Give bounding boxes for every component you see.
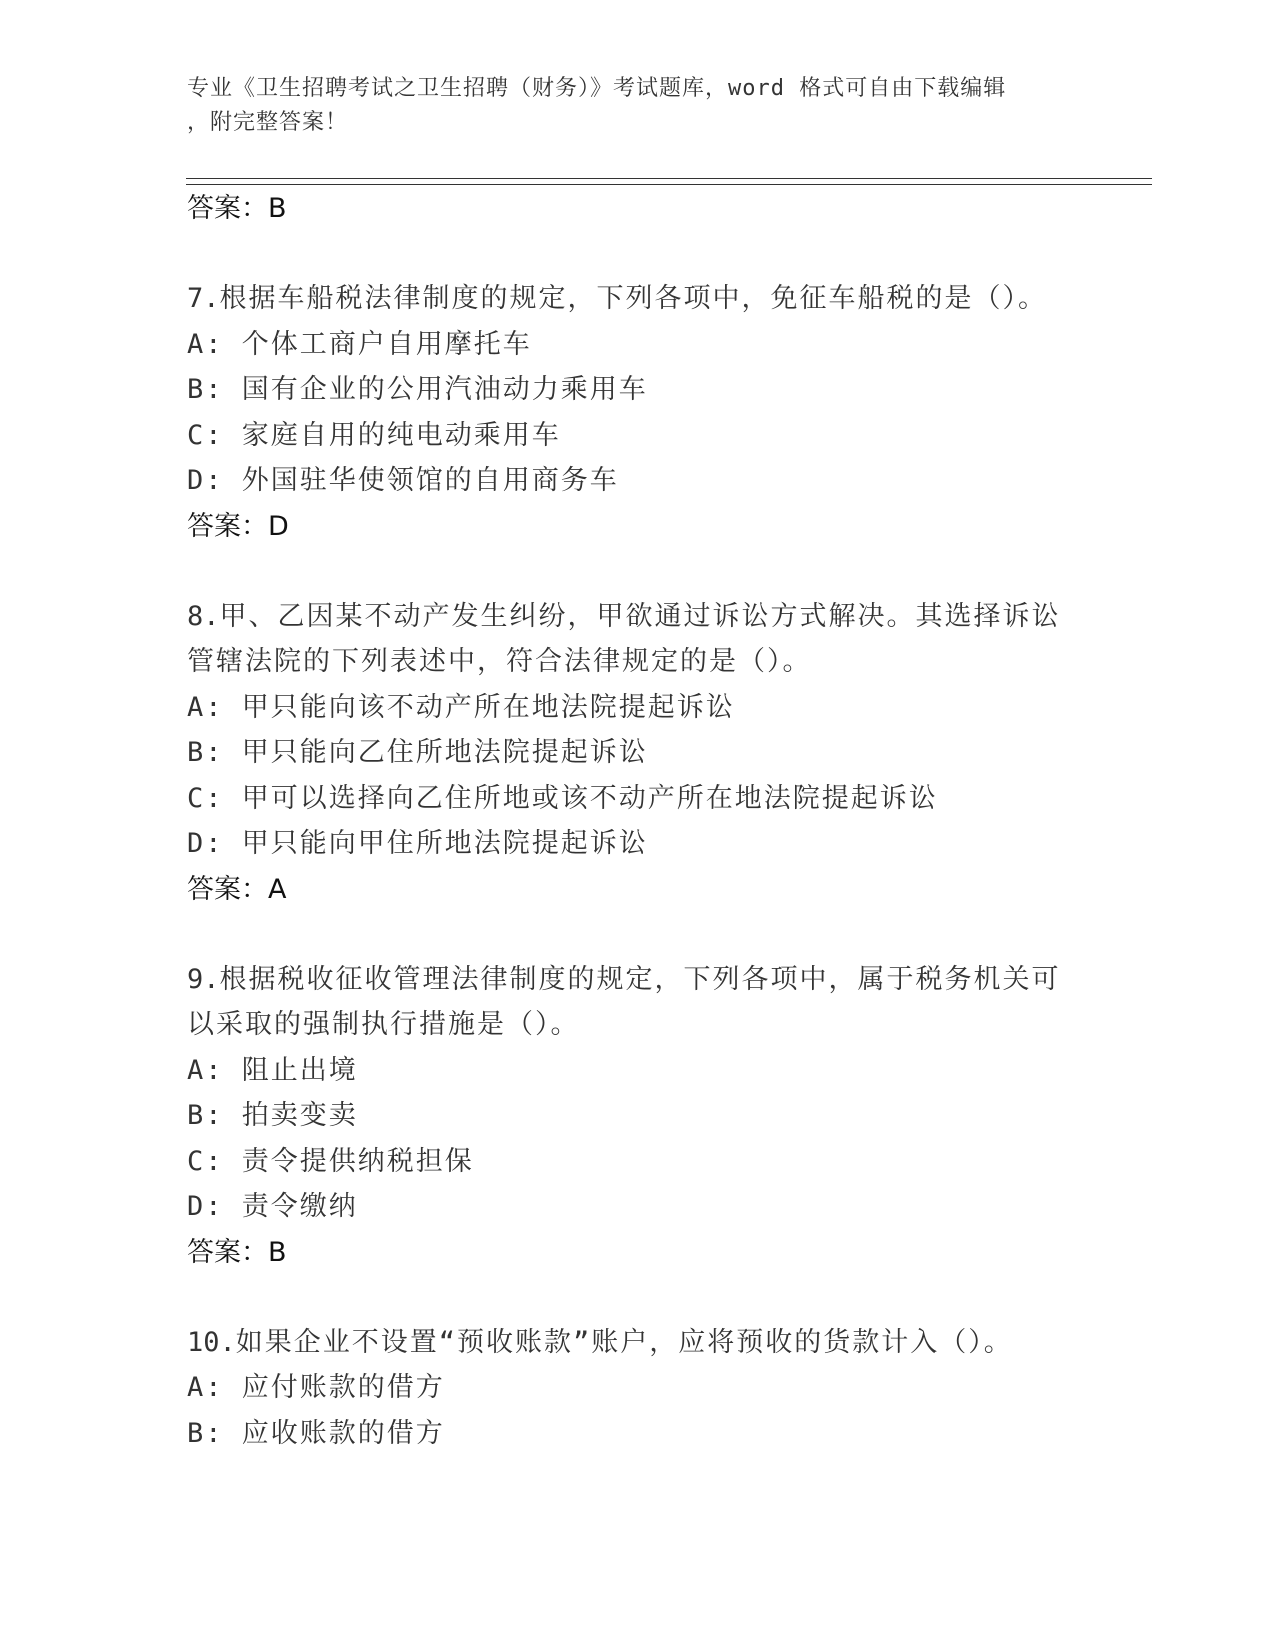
question-line: 根据车船税法律制度的规定，下列各项中，免征车船税的是（）。 [219,283,1048,314]
question-number: 7. [187,283,220,314]
answer-option: D: 责令缴纳 [187,1191,358,1222]
answer-option: A: 应付账款的借方 [187,1372,445,1403]
question-block [187,594,1087,913]
header-line-2: ，附完整答案！ [187,110,349,135]
answer-option: A: 甲只能向该不动产所在地法院提起诉讼 [187,691,735,723]
question-line: 以采取的强制执行措施是（）。 [187,1009,580,1040]
answer-option: B: 应收账款的借方 [187,1417,445,1449]
question-text [187,276,1087,322]
question-text [187,957,1087,1003]
answer-option: D: 外国驻华使领馆的自用商务车 [187,465,619,496]
answer-option: A: 个体工商户自用摩托车 [187,328,532,360]
question-number: 8. [187,600,220,632]
question-list [187,186,1087,1456]
answer-option: C: 家庭自用的纯电动乘用车 [187,419,561,451]
answer-option: D: 甲只能向甲住所地法院提起诉讼 [187,828,648,859]
question-text [187,594,1087,640]
answer-option: B: 甲只能向乙住所地法院提起诉讼 [187,737,648,768]
question-text [187,1002,1087,1048]
document-header [187,72,1087,140]
question-text [187,1320,1087,1366]
question-block [187,276,1087,550]
header-line-1: 专业《卫生招聘考试之卫生招聘（财务）》考试题库，word 格式可自由下载编辑 [187,76,1007,101]
previous-answer: 答案：B [187,193,287,224]
answer-option: B: 拍卖变卖 [187,1100,358,1131]
question-line: 根据税收征收管理法律制度的规定，下列各项中，属于税务机关可 [219,963,1061,995]
question-number: 10. [187,1326,236,1358]
answer-option: C: 甲可以选择向乙住所地或该不动产所在地法院提起诉讼 [187,782,938,814]
answer-option: A: 阻止出境 [187,1054,358,1086]
question-block [187,957,1087,1276]
answer-option: C: 责令提供纳税担保 [187,1145,474,1177]
correct-answer: 答案：B [187,1236,287,1268]
header-divider-top [186,178,1152,179]
question-text [187,639,1087,685]
question-line: 甲、乙因某不动产发生纠纷，甲欲通过诉讼方式解决。其选择诉讼 [219,600,1061,632]
question-number: 9. [187,963,220,995]
question-block [187,1320,1087,1457]
answer-option: B: 国有企业的公用汽油动力乘用车 [187,374,648,405]
correct-answer: 答案：D [187,510,289,542]
correct-answer: 答案：A [187,873,287,905]
question-line: 如果企业不设置“预收账款”账户，应将预收的货款计入（）。 [235,1326,1013,1358]
question-line: 管辖法院的下列表述中，符合法律规定的是（）。 [187,646,812,677]
header-divider-bottom [186,184,1152,185]
